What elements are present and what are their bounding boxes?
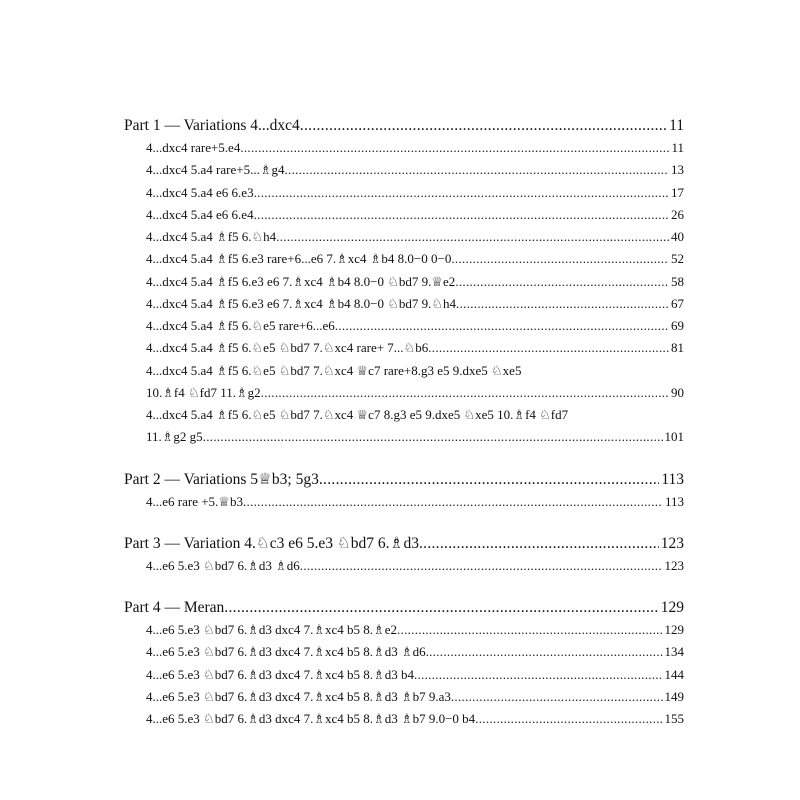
toc-entry-text: 4...dxc4 5.a4 rare+5...♗g4: [146, 162, 285, 178]
toc-entry-text: 4...dxc4 5.a4 ♗f5 6.e3 e6 7.♗xc4 ♗b4 8.0−0 ♘bd7 9.♕e2: [146, 273, 456, 289]
toc-entry-text: 4...dxc4 5.a4 e6 6.e3: [146, 184, 254, 200]
dot-leader: [426, 641, 663, 663]
dot-leader: [203, 426, 663, 448]
part-heading: [124, 114, 684, 137]
dot-leader: [456, 293, 669, 315]
page-number: 149: [664, 688, 684, 704]
toc-entry: [124, 337, 684, 359]
toc-entry-text: 4...e6 5.e3 ♘bd7 6.♗d3 dxc4 7.♗xc4 b5 8.♗d3 ♗b7 9.0−0 b4: [146, 711, 476, 726]
toc-entry: [124, 226, 684, 248]
page-number: 123: [660, 534, 684, 552]
toc-entry: [124, 293, 684, 315]
table-of-contents: [124, 114, 684, 749]
part-heading-text: Part 4 — Meran: [124, 599, 225, 616]
toc-entry-continuation-text: 11.♗g2 g5: [146, 429, 203, 445]
page-number: 11: [669, 117, 684, 134]
dot-leader: [451, 686, 663, 708]
part-heading: [124, 532, 684, 555]
toc-entry-text: 4...dxc4 5.a4 e6 6.e4: [146, 206, 254, 222]
toc-entry-text: 4...dxc4 5.a4 ♗f5 6.♘e5 ♘bd7 7.♘xc4 ♕c7 rare+8.g3 e5 9.dxe5 ♘xe5: [146, 362, 522, 378]
toc-entry-continuation: [124, 426, 684, 448]
page-number: 69: [671, 318, 684, 333]
toc-entry: [124, 708, 684, 730]
toc-entry: [124, 491, 684, 513]
part-section: [124, 596, 684, 730]
toc-entry-text: 4...e6 5.e3 ♘bd7 6.♗d3 dxc4 7.♗xc4 b5 8.♗d3 b4: [146, 666, 414, 682]
toc-entry: [124, 204, 684, 226]
toc-entry-text: 4...e6 5.e3 ♘bd7 6.♗d3 dxc4 7.♗xc4 b5 8.♗d3 ♗b7 9.a3: [146, 688, 451, 704]
page-number: 155: [664, 711, 684, 726]
dot-leader: [419, 532, 659, 555]
toc-entry: [124, 159, 684, 181]
dot-leader: [254, 182, 669, 204]
toc-entry: [124, 248, 684, 270]
dot-leader: [261, 382, 669, 404]
page-number: 134: [664, 644, 684, 660]
page-number: 13: [671, 162, 684, 178]
dot-leader: [335, 315, 669, 337]
toc-entry-continuation-text: 10.♗f4 ♘fd7 11.♗g2: [146, 384, 261, 400]
page-number: 144: [664, 666, 684, 682]
page-number: 40: [671, 229, 684, 244]
part-section: [124, 114, 684, 449]
toc-entry-text: 4...dxc4 5.a4 ♗f5 6.♘h4: [146, 229, 277, 244]
part-heading-text: Part 1 — Variations 4...dxc4: [124, 117, 300, 134]
part-section: [124, 468, 684, 513]
dot-leader: [414, 664, 663, 686]
toc-entry: [124, 271, 684, 293]
part-heading-text: Part 3 — Variation 4.♘c3 e6 5.e3 ♘bd7 6.♗d3: [124, 534, 419, 552]
toc-entry: [124, 619, 684, 641]
dot-leader: [300, 114, 667, 137]
dot-leader: [319, 468, 659, 491]
toc-entry-text: 4...e6 5.e3 ♘bd7 6.♗d3 ♗d6: [146, 557, 300, 573]
toc-entry-text: 4...dxc4 5.a4 ♗f5 6.♘e5 ♘bd7 7.♘xc4 rare+ 7...♘b6: [146, 340, 429, 356]
dot-leader: [451, 248, 669, 270]
toc-entry: [124, 315, 684, 337]
page-number: 11: [671, 140, 684, 155]
toc-entry: [124, 404, 684, 426]
toc-entry-continuation: [124, 382, 684, 404]
part-heading: [124, 596, 684, 619]
page-number: 123: [664, 557, 684, 573]
page-number: 129: [664, 622, 684, 637]
dot-leader: [428, 337, 669, 359]
toc-entry: [124, 182, 684, 204]
toc-entry: [124, 664, 684, 686]
toc-entry-text: 4...e6 5.e3 ♘bd7 6.♗d3 dxc4 7.♗xc4 b5 8.♗e2: [146, 622, 397, 637]
page-number: 26: [671, 206, 684, 222]
dot-leader: [284, 159, 669, 181]
toc-entry: [124, 137, 684, 159]
dot-leader: [224, 596, 658, 619]
toc-entry-text: 4...dxc4 5.a4 ♗f5 6.e3 e6 7.♗xc4 ♗b4 8.0−0 ♘bd7 9.♘h4: [146, 295, 457, 311]
page-number: 113: [661, 470, 684, 488]
dot-leader: [397, 619, 663, 641]
toc-entry-text: 4...dxc4 rare+5.e4: [146, 140, 241, 155]
page-number: 90: [671, 384, 684, 400]
page-number: 58: [671, 273, 684, 289]
dot-leader: [475, 708, 662, 730]
toc-entry: [124, 641, 684, 663]
toc-entry-text: 4...dxc4 5.a4 ♗f5 6.e3 rare+6...e6 7.♗xc4 ♗b4 8.0−0 0−0: [146, 251, 452, 267]
page-number: 52: [671, 251, 684, 267]
page-number: 17: [671, 184, 684, 200]
dot-leader: [300, 555, 663, 577]
dot-leader: [455, 271, 669, 293]
page-number: 67: [671, 295, 684, 311]
toc-entry-text: 4...dxc4 5.a4 ♗f5 6.♘e5 rare+6...e6: [146, 318, 335, 333]
page-number: 81: [671, 340, 684, 356]
toc-entry: [124, 555, 684, 577]
page-number: 129: [660, 599, 684, 616]
toc-entry-text: 4...dxc4 5.a4 ♗f5 6.♘e5 ♘bd7 7.♘xc4 ♕c7 8.g3 e5 9.dxe5 ♘xe5 10.♗f4 ♘fd7: [146, 407, 569, 422]
dot-leader: [240, 137, 669, 159]
dot-leader: [254, 204, 669, 226]
part-heading: [124, 468, 684, 491]
page-number: 113: [664, 493, 684, 509]
part-section: [124, 532, 684, 577]
page-number: 101: [664, 429, 684, 445]
part-heading-text: Part 2 — Variations 5♕b3; 5g3: [124, 470, 319, 488]
toc-entry-text: 4...e6 5.e3 ♘bd7 6.♗d3 dxc4 7.♗xc4 b5 8.♗d3 ♗d6: [146, 644, 426, 660]
dot-leader: [243, 491, 663, 513]
toc-entry: [124, 360, 684, 382]
toc-entry-text: 4...e6 rare +5.♕b3: [146, 493, 243, 509]
toc-entry: [124, 686, 684, 708]
dot-leader: [276, 226, 669, 248]
